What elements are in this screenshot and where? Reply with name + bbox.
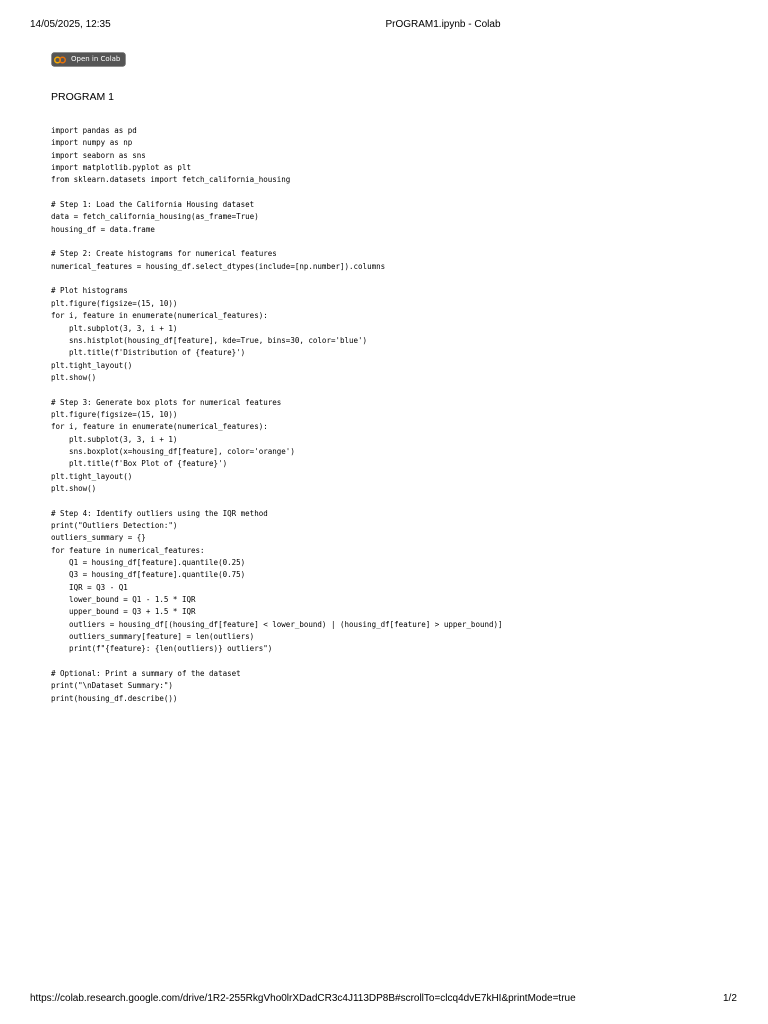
code-line: outliers = housing_df[(housing_df[feature] < lower_bound) | (housing_df[feature] > upper_bound)] [51,619,503,629]
code-line [51,656,503,668]
code-line [51,236,503,248]
code-line: print(f"{feature}: {len(outliers)} outliers") [51,644,273,654]
code-line: plt.title(f'Box Plot of {feature}') [51,459,228,469]
code-line: plt.figure(figsize=(15, 10)) [51,298,178,308]
code-line: plt.show() [51,372,97,382]
code-line: import pandas as pd [51,126,137,135]
code-line: import matplotlib.pyplot as plt [51,163,191,173]
code-line: import seaborn as sns [51,150,146,160]
code-line: sns.histplot(housing_df[feature], kde=True, bins=30, color='blue') [51,335,368,345]
code-line: from sklearn.datasets import fetch_california_housing [51,175,291,185]
code-line: import numpy as np [51,138,133,148]
code-line: plt.figure(figsize=(15, 10)) [51,409,178,419]
code-line: # Optional: Print a summary of the dataset [51,669,241,679]
code-cell[interactable] [51,125,503,705]
print-url: https://colab.research.google.com/drive/1R2-255RkgVho0lrXDadCR3c4J113DP8B#scrollTo=clcq4dvE7kHI&printMode=true [30,993,576,1004]
code-line: print(housing_df.describe()) [51,693,178,703]
code-line: outliers_summary[feature] = len(outliers) [51,632,255,642]
code-line: print("Outliers Detection:") [51,521,178,530]
code-line: outliers_summary = {} [51,533,146,543]
code-line [51,384,503,396]
code-line: # Step 2: Create histograms for numerical features [51,249,277,259]
code-line: IQR = Q3 - Q1 [51,582,128,592]
code-line [51,495,503,507]
open-in-colab-label: Open in Colab [68,53,125,66]
code-line: numerical_features = housing_df.select_dtypes(include=[np.number]).columns [51,261,386,271]
open-in-colab-button[interactable] [52,53,125,66]
code-line: plt.subplot(3, 3, i + 1) [51,434,178,444]
code-line: plt.tight_layout() [51,471,133,481]
code-line: for i, feature in enumerate(numerical_features): [51,311,268,321]
code-line: for feature in numerical_features: [51,545,205,555]
notebook-heading: PROGRAM 1 [51,91,115,103]
code-line [51,273,503,285]
code-line: print("\nDataset Summary:") [51,681,173,691]
print-page-title: PrOGRAM1.ipynb - Colab [385,19,501,30]
print-datetime: 14/05/2025, 12:35 [30,19,111,30]
code-line: lower_bound = Q1 - 1.5 * IQR [51,595,196,605]
code-line: Q1 = housing_df[feature].quantile(0.25) [51,558,246,568]
code-line: data = fetch_california_housing(as_frame=True) [51,212,259,222]
code-line: plt.tight_layout() [51,360,133,370]
code-line: # Step 4: Identify outliers using the IQR method [51,508,268,518]
code-line: plt.title(f'Distribution of {feature}') [51,348,246,358]
code-line: upper_bound = Q3 + 1.5 * IQR [51,607,196,617]
code-line: # Plot histograms [51,286,128,296]
code-line: # Step 3: Generate box plots for numerical features [51,397,282,407]
code-line: sns.boxplot(x=housing_df[feature], color='orange') [51,446,295,456]
code-line: plt.subplot(3, 3, i + 1) [51,323,178,333]
code-line: plt.show() [51,483,97,493]
code-line: housing_df = data.frame [51,224,155,234]
code-line: for i, feature in enumerate(numerical_features): [51,422,268,432]
colab-logo-icon [52,53,68,66]
print-page-number: 1/2 [723,993,737,1004]
code-line: # Step 1: Load the California Housing dataset [51,200,255,210]
code-line [51,187,503,199]
code-line: Q3 = housing_df[feature].quantile(0.75) [51,570,246,580]
